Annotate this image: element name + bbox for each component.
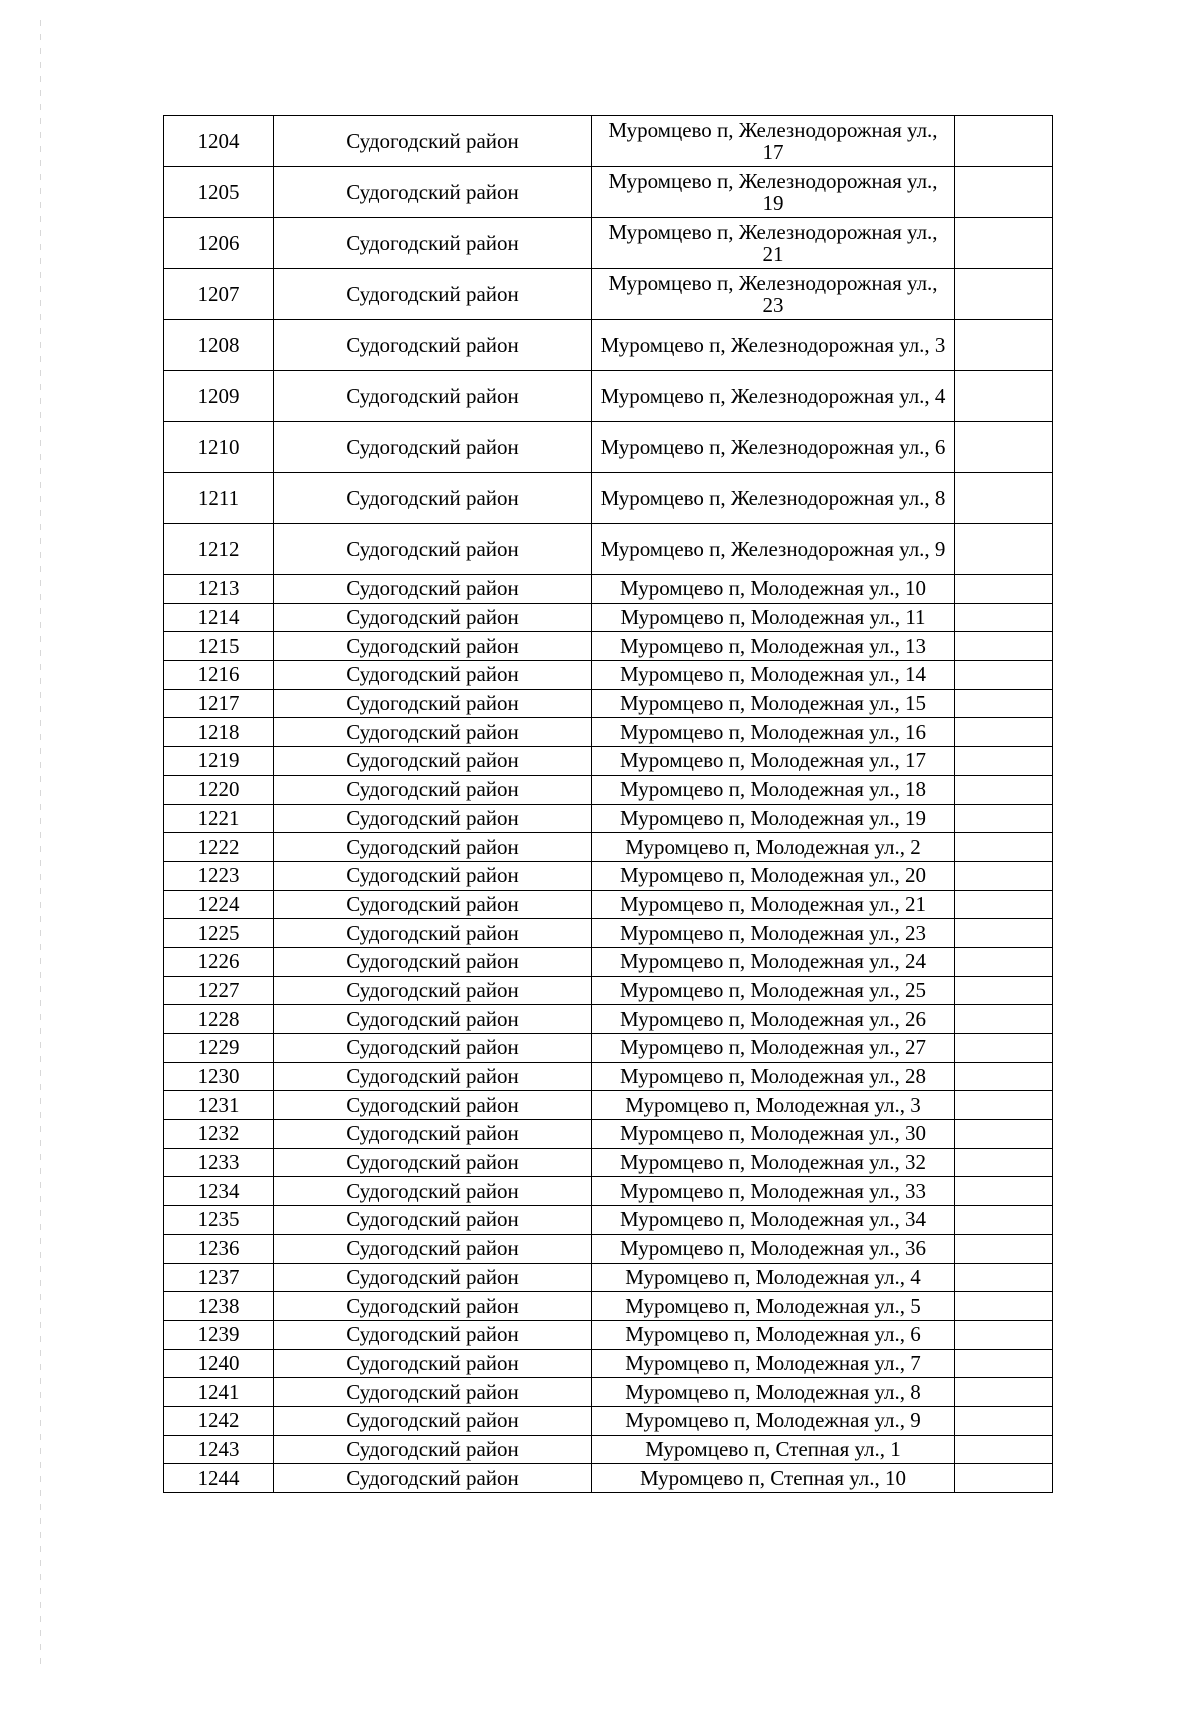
row-note xyxy=(955,1234,1053,1263)
table-row xyxy=(164,1263,1053,1292)
row-address: Муромцево п, Железнодорожная ул., 21 xyxy=(592,218,955,269)
row-district: Судогодский район xyxy=(274,861,592,890)
row-number: 1229 xyxy=(164,1034,274,1063)
row-address: Муромцево п, Молодежная ул., 16 xyxy=(592,718,955,747)
row-district: Судогодский район xyxy=(274,718,592,747)
row-note xyxy=(955,371,1053,422)
row-address: Муромцево п, Железнодорожная ул., 8 xyxy=(592,473,955,524)
row-number: 1226 xyxy=(164,947,274,976)
row-number: 1239 xyxy=(164,1320,274,1349)
table-row xyxy=(164,1177,1053,1206)
row-district: Судогодский район xyxy=(274,167,592,218)
row-note xyxy=(955,473,1053,524)
row-number: 1225 xyxy=(164,919,274,948)
row-address: Муромцево п, Молодежная ул., 9 xyxy=(592,1406,955,1435)
row-address: Муромцево п, Железнодорожная ул., 23 xyxy=(592,269,955,320)
row-number: 1230 xyxy=(164,1062,274,1091)
row-district: Судогодский район xyxy=(274,632,592,661)
table-row xyxy=(164,861,1053,890)
row-number: 1209 xyxy=(164,371,274,422)
table-row xyxy=(164,718,1053,747)
row-district: Судогодский район xyxy=(274,747,592,776)
table-row xyxy=(164,1206,1053,1235)
row-address: Муромцево п, Степная ул., 10 xyxy=(592,1464,955,1493)
row-district: Судогодский район xyxy=(274,1292,592,1321)
row-note xyxy=(955,1120,1053,1149)
row-number: 1241 xyxy=(164,1378,274,1407)
row-number: 1212 xyxy=(164,524,274,575)
row-district: Судогодский район xyxy=(274,1406,592,1435)
row-address: Муромцево п, Молодежная ул., 8 xyxy=(592,1378,955,1407)
row-address: Муромцево п, Степная ул., 1 xyxy=(592,1435,955,1464)
row-district: Судогодский район xyxy=(274,890,592,919)
row-note xyxy=(955,833,1053,862)
row-note xyxy=(955,167,1053,218)
row-address: Муромцево п, Молодежная ул., 10 xyxy=(592,575,955,604)
row-note xyxy=(955,775,1053,804)
row-address: Муромцево п, Молодежная ул., 13 xyxy=(592,632,955,661)
table-row xyxy=(164,947,1053,976)
row-number: 1238 xyxy=(164,1292,274,1321)
row-number: 1207 xyxy=(164,269,274,320)
row-number: 1206 xyxy=(164,218,274,269)
row-note xyxy=(955,218,1053,269)
table-row xyxy=(164,320,1053,371)
row-district: Судогодский район xyxy=(274,775,592,804)
row-address: Муромцево п, Молодежная ул., 30 xyxy=(592,1120,955,1149)
row-number: 1234 xyxy=(164,1177,274,1206)
row-district: Судогодский район xyxy=(274,1206,592,1235)
table-row xyxy=(164,473,1053,524)
row-number: 1242 xyxy=(164,1406,274,1435)
row-address: Муромцево п, Молодежная ул., 33 xyxy=(592,1177,955,1206)
table-row xyxy=(164,1234,1053,1263)
table-row xyxy=(164,218,1053,269)
row-note xyxy=(955,1263,1053,1292)
row-address: Муромцево п, Молодежная ул., 34 xyxy=(592,1206,955,1235)
row-note xyxy=(955,320,1053,371)
row-note xyxy=(955,1062,1053,1091)
table-row xyxy=(164,167,1053,218)
row-address: Муромцево п, Молодежная ул., 7 xyxy=(592,1349,955,1378)
row-district: Судогодский район xyxy=(274,1034,592,1063)
table-row xyxy=(164,1120,1053,1149)
row-number: 1244 xyxy=(164,1464,274,1493)
row-number: 1214 xyxy=(164,603,274,632)
row-number: 1236 xyxy=(164,1234,274,1263)
row-note xyxy=(955,1464,1053,1493)
row-number: 1235 xyxy=(164,1206,274,1235)
table-row xyxy=(164,747,1053,776)
row-note xyxy=(955,1005,1053,1034)
row-district: Судогодский район xyxy=(274,371,592,422)
table-row xyxy=(164,661,1053,690)
table-row xyxy=(164,1034,1053,1063)
row-address: Муромцево п, Железнодорожная ул., 4 xyxy=(592,371,955,422)
row-address: Муромцево п, Железнодорожная ул., 17 xyxy=(592,116,955,167)
row-district: Судогодский район xyxy=(274,976,592,1005)
row-note xyxy=(955,269,1053,320)
row-address: Муромцево п, Молодежная ул., 23 xyxy=(592,919,955,948)
row-district: Судогодский район xyxy=(274,1320,592,1349)
row-district: Судогодский район xyxy=(274,1091,592,1120)
row-district: Судогодский район xyxy=(274,1263,592,1292)
row-note xyxy=(955,804,1053,833)
row-number: 1228 xyxy=(164,1005,274,1034)
row-number: 1213 xyxy=(164,575,274,604)
row-address: Муромцево п, Молодежная ул., 5 xyxy=(592,1292,955,1321)
row-address: Муромцево п, Железнодорожная ул., 6 xyxy=(592,422,955,473)
row-address: Муромцево п, Железнодорожная ул., 3 xyxy=(592,320,955,371)
row-number: 1233 xyxy=(164,1148,274,1177)
row-address: Муромцево п, Молодежная ул., 20 xyxy=(592,861,955,890)
row-address: Муромцево п, Молодежная ул., 14 xyxy=(592,661,955,690)
row-address: Муромцево п, Молодежная ул., 6 xyxy=(592,1320,955,1349)
row-district: Судогодский район xyxy=(274,804,592,833)
row-note xyxy=(955,524,1053,575)
row-note xyxy=(955,689,1053,718)
table-row xyxy=(164,1062,1053,1091)
table-row xyxy=(164,632,1053,661)
row-note xyxy=(955,575,1053,604)
row-number: 1211 xyxy=(164,473,274,524)
table-row xyxy=(164,116,1053,167)
row-number: 1222 xyxy=(164,833,274,862)
table-row xyxy=(164,1406,1053,1435)
row-address: Муромцево п, Железнодорожная ул., 19 xyxy=(592,167,955,218)
table-row xyxy=(164,804,1053,833)
row-note xyxy=(955,1349,1053,1378)
row-district: Судогодский район xyxy=(274,1148,592,1177)
row-number: 1204 xyxy=(164,116,274,167)
row-number: 1237 xyxy=(164,1263,274,1292)
scan-artifact-line xyxy=(40,20,41,1670)
table-row xyxy=(164,689,1053,718)
row-district: Судогодский район xyxy=(274,919,592,948)
row-address: Муромцево п, Молодежная ул., 25 xyxy=(592,976,955,1005)
row-number: 1224 xyxy=(164,890,274,919)
row-number: 1205 xyxy=(164,167,274,218)
row-note xyxy=(955,718,1053,747)
row-note xyxy=(955,1292,1053,1321)
row-address: Муромцево п, Молодежная ул., 26 xyxy=(592,1005,955,1034)
row-address: Муромцево п, Молодежная ул., 3 xyxy=(592,1091,955,1120)
row-number: 1218 xyxy=(164,718,274,747)
row-number: 1232 xyxy=(164,1120,274,1149)
row-district: Судогодский район xyxy=(274,422,592,473)
row-district: Судогодский район xyxy=(274,1062,592,1091)
row-district: Судогодский район xyxy=(274,1435,592,1464)
row-note xyxy=(955,603,1053,632)
address-table-body xyxy=(164,116,1053,1493)
row-district: Судогодский район xyxy=(274,320,592,371)
row-address: Муромцево п, Молодежная ул., 19 xyxy=(592,804,955,833)
row-number: 1240 xyxy=(164,1349,274,1378)
row-district: Судогодский район xyxy=(274,1177,592,1206)
row-note xyxy=(955,422,1053,473)
row-number: 1217 xyxy=(164,689,274,718)
row-district: Судогодский район xyxy=(274,269,592,320)
row-number: 1219 xyxy=(164,747,274,776)
row-address: Муромцево п, Молодежная ул., 11 xyxy=(592,603,955,632)
row-note xyxy=(955,632,1053,661)
table-row xyxy=(164,890,1053,919)
row-district: Судогодский район xyxy=(274,524,592,575)
address-table xyxy=(163,115,1053,1493)
table-row xyxy=(164,919,1053,948)
row-note xyxy=(955,976,1053,1005)
row-note xyxy=(955,1378,1053,1407)
row-number: 1215 xyxy=(164,632,274,661)
row-note xyxy=(955,890,1053,919)
row-address: Муромцево п, Молодежная ул., 17 xyxy=(592,747,955,776)
table-row xyxy=(164,976,1053,1005)
table-row xyxy=(164,1292,1053,1321)
row-district: Судогодский район xyxy=(274,689,592,718)
table-row xyxy=(164,1091,1053,1120)
row-number: 1210 xyxy=(164,422,274,473)
table-row xyxy=(164,422,1053,473)
row-note xyxy=(955,1406,1053,1435)
row-note xyxy=(955,1435,1053,1464)
table-row xyxy=(164,269,1053,320)
row-district: Судогодский район xyxy=(274,1378,592,1407)
table-row xyxy=(164,1005,1053,1034)
row-address: Муромцево п, Молодежная ул., 2 xyxy=(592,833,955,862)
row-address: Муромцево п, Железнодорожная ул., 9 xyxy=(592,524,955,575)
table-row xyxy=(164,371,1053,422)
row-note xyxy=(955,861,1053,890)
row-address: Муромцево п, Молодежная ул., 36 xyxy=(592,1234,955,1263)
row-address: Муромцево п, Молодежная ул., 15 xyxy=(592,689,955,718)
row-address: Муромцево п, Молодежная ул., 4 xyxy=(592,1263,955,1292)
row-district: Судогодский район xyxy=(274,575,592,604)
row-district: Судогодский район xyxy=(274,603,592,632)
row-note xyxy=(955,1148,1053,1177)
row-note xyxy=(955,947,1053,976)
row-district: Судогодский район xyxy=(274,116,592,167)
row-note xyxy=(955,116,1053,167)
table-row xyxy=(164,1464,1053,1493)
table-row xyxy=(164,1148,1053,1177)
table-row xyxy=(164,1320,1053,1349)
row-address: Муромцево п, Молодежная ул., 21 xyxy=(592,890,955,919)
row-district: Судогодский район xyxy=(274,1349,592,1378)
table-row xyxy=(164,524,1053,575)
table-row xyxy=(164,1349,1053,1378)
row-number: 1220 xyxy=(164,775,274,804)
row-number: 1231 xyxy=(164,1091,274,1120)
row-district: Судогодский район xyxy=(274,947,592,976)
row-number: 1216 xyxy=(164,661,274,690)
row-district: Судогодский район xyxy=(274,1464,592,1493)
row-district: Судогодский район xyxy=(274,1234,592,1263)
table-row xyxy=(164,603,1053,632)
row-number: 1221 xyxy=(164,804,274,833)
row-number: 1243 xyxy=(164,1435,274,1464)
row-district: Судогодский район xyxy=(274,218,592,269)
table-row xyxy=(164,775,1053,804)
row-number: 1208 xyxy=(164,320,274,371)
table-row xyxy=(164,575,1053,604)
row-address: Муромцево п, Молодежная ул., 18 xyxy=(592,775,955,804)
row-district: Судогодский район xyxy=(274,1005,592,1034)
row-district: Судогодский район xyxy=(274,661,592,690)
row-address: Муромцево п, Молодежная ул., 32 xyxy=(592,1148,955,1177)
row-address: Муромцево п, Молодежная ул., 24 xyxy=(592,947,955,976)
table-row xyxy=(164,1378,1053,1407)
row-address: Муромцево п, Молодежная ул., 28 xyxy=(592,1062,955,1091)
row-note xyxy=(955,1034,1053,1063)
row-number: 1223 xyxy=(164,861,274,890)
row-note xyxy=(955,747,1053,776)
table-row xyxy=(164,833,1053,862)
row-note xyxy=(955,1206,1053,1235)
row-note xyxy=(955,919,1053,948)
row-number: 1227 xyxy=(164,976,274,1005)
row-note xyxy=(955,661,1053,690)
row-district: Судогодский район xyxy=(274,833,592,862)
row-district: Судогодский район xyxy=(274,473,592,524)
row-district: Судогодский район xyxy=(274,1120,592,1149)
table-row xyxy=(164,1435,1053,1464)
row-address: Муромцево п, Молодежная ул., 27 xyxy=(592,1034,955,1063)
row-note xyxy=(955,1320,1053,1349)
row-note xyxy=(955,1091,1053,1120)
row-note xyxy=(955,1177,1053,1206)
